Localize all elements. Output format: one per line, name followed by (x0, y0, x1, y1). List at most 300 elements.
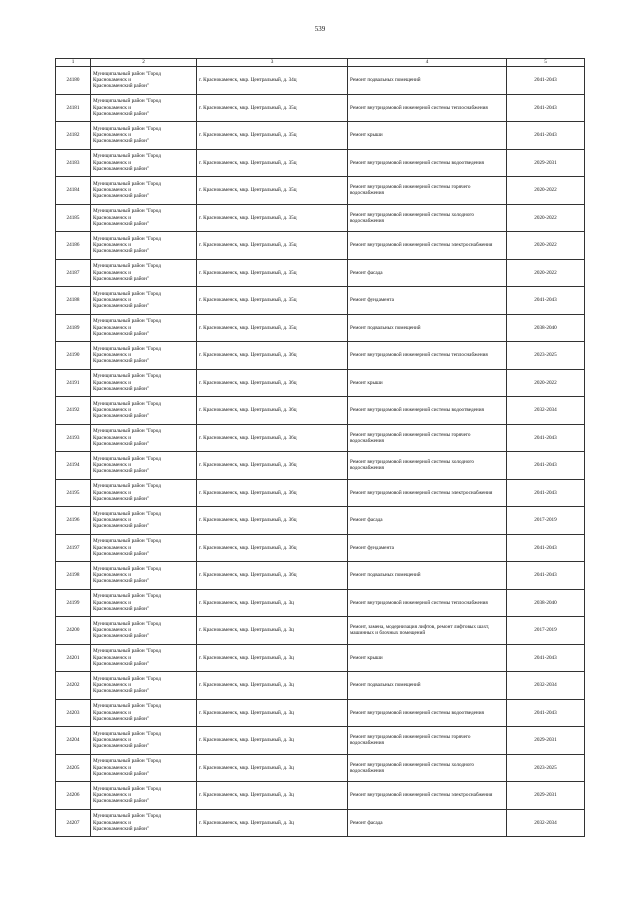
period-cell (507, 809, 585, 837)
work-type-cell (348, 397, 507, 425)
period-cell (507, 534, 585, 562)
address-cell (197, 397, 348, 425)
row-number-text: 24192 (66, 407, 80, 414)
municipality-text: Муниципальный район "Город Краснокаменск и Краснокаменский район" (93, 730, 161, 750)
table-row (56, 534, 585, 562)
table-row (56, 232, 585, 260)
period-text: 2041-2043 (534, 544, 557, 551)
row-number-text: 24194 (66, 462, 80, 469)
row-number-cell (56, 617, 91, 645)
work-type-text: Ремонт, замена, модернизация лифтов, ремонт лифтовых шахт, машинных и блочных помещений (350, 624, 490, 637)
row-number-cell (56, 232, 91, 260)
municipality-text: Муниципальный район "Город Краснокаменск и Краснокаменский район" (93, 290, 161, 310)
row-number-cell (56, 589, 91, 617)
period-cell (507, 149, 585, 177)
row-number-cell (56, 452, 91, 480)
row-number-cell (56, 122, 91, 150)
work-type-cell (348, 149, 507, 177)
work-type-text: Ремонт внутридомовой инженерной системы холодного водоснабжения (350, 211, 475, 224)
address-cell (197, 177, 348, 205)
period-text: 2041-2043 (534, 434, 557, 441)
row-number-cell (56, 699, 91, 727)
row-number-text: 24185 (66, 214, 80, 221)
municipality-text: Муниципальный район "Город Краснокаменск и Краснокаменский район" (93, 263, 161, 282)
municipality-cell (91, 149, 197, 177)
work-type-text: Ремонт внутридомовой инженерной системы электроснабжения (350, 242, 493, 249)
work-type-cell (348, 369, 507, 397)
row-number-cell (56, 259, 91, 287)
column-header-1: 1 (56, 59, 91, 67)
table-row (56, 782, 585, 810)
work-type-cell (348, 314, 507, 342)
address-text: г. Краснокаменск, мкр. Центральный, д. 3ц (199, 599, 294, 606)
work-type-cell (348, 534, 507, 562)
period-text: 2020-2022 (534, 187, 557, 194)
row-number-text: 24196 (66, 517, 80, 524)
municipality-cell (91, 507, 197, 535)
work-type-text: Ремонт фасада (350, 269, 383, 276)
municipality-text: Муниципальный район "Город Краснокаменск и Краснокаменский район" (93, 483, 161, 502)
period-cell (507, 177, 585, 205)
period-text: 2041-2043 (534, 77, 557, 84)
address-cell (197, 424, 348, 452)
period-text: 2023-2025 (534, 352, 557, 359)
work-type-text: Ремонт внутридомовой инженерной системы горячего водоснабжения (350, 734, 471, 747)
table-row (56, 122, 585, 150)
table-row (56, 479, 585, 507)
municipality-cell (91, 67, 197, 95)
address-text: г. Краснокаменск, мкр. Центральный, д. 35ц (199, 324, 297, 331)
row-number-cell (56, 782, 91, 810)
table-row (56, 204, 585, 232)
table-body (56, 67, 585, 837)
table-row (56, 177, 585, 205)
row-number-cell (56, 369, 91, 397)
work-type-text: Ремонт внутридомовой инженерной системы водоотведения (350, 709, 484, 716)
row-number-cell (56, 424, 91, 452)
municipality-cell (91, 617, 197, 645)
work-type-cell (348, 727, 507, 755)
period-cell (507, 369, 585, 397)
address-text: г. Краснокаменск, мкр. Центральный, д. 35ц (199, 269, 297, 276)
table-row (56, 314, 585, 342)
municipality-cell (91, 287, 197, 315)
municipality-text: Муниципальный район "Город Краснокаменск и Краснокаменский район" (93, 400, 161, 420)
municipality-text: Муниципальный район "Город Краснокаменск и Краснокаменский район" (93, 565, 161, 585)
municipality-cell (91, 397, 197, 425)
address-text: г. Краснокаменск, мкр. Центральный, д. 36ц (199, 434, 297, 441)
period-text: 2029-2031 (534, 737, 557, 744)
municipality-cell (91, 809, 197, 837)
work-type-text: Ремонт подвальных помещений (350, 682, 421, 689)
address-cell (197, 754, 348, 782)
municipality-text: Муниципальный район "Город Краснокаменск и Краснокаменский район" (93, 345, 161, 365)
table-row (56, 397, 585, 425)
row-number-cell (56, 204, 91, 232)
period-cell (507, 672, 585, 700)
address-cell (197, 534, 348, 562)
column-header-2: 2 (91, 59, 197, 67)
period-text: 2020-2022 (534, 214, 557, 221)
period-text: 2029-2031 (534, 792, 557, 799)
work-type-text: Ремонт внутридомовой инженерной системы теплоснабжения (350, 352, 488, 359)
table-row (56, 369, 585, 397)
row-number-text: 24190 (66, 352, 80, 359)
address-cell (197, 479, 348, 507)
address-text: г. Краснокаменск, мкр. Центральный, д. 35ц (199, 297, 297, 304)
work-type-text: Ремонт подвальных помещений (350, 77, 421, 84)
work-type-text: Ремонт внутридомовой инженерной системы электроснабжения (350, 489, 493, 496)
row-number-cell (56, 177, 91, 205)
municipality-text: Муниципальный район "Город Краснокаменск и Краснокаменский район" (93, 455, 161, 475)
work-type-cell (348, 342, 507, 370)
page-number: 539 (314, 25, 326, 33)
address-cell (197, 644, 348, 672)
address-cell (197, 122, 348, 150)
municipality-text: Муниципальный район "Город Краснокаменск и Краснокаменский район" (93, 593, 161, 612)
row-number-text: 24200 (66, 627, 80, 634)
work-type-text: Ремонт крыши (350, 654, 383, 661)
municipality-cell (91, 314, 197, 342)
municipality-cell (91, 589, 197, 617)
work-type-cell (348, 809, 507, 837)
period-text: 2017-2019 (534, 517, 557, 524)
address-cell (197, 232, 348, 260)
address-text: г. Краснокаменск, мкр. Центральный, д. 3ц (199, 764, 294, 771)
address-cell (197, 672, 348, 700)
period-text: 2020-2022 (534, 379, 557, 386)
row-number-cell (56, 644, 91, 672)
period-text: 2020-2022 (534, 269, 557, 276)
work-type-cell (348, 589, 507, 617)
municipality-text: Муниципальный район "Город Краснокаменск и Краснокаменский район" (93, 428, 161, 447)
work-type-cell (348, 259, 507, 287)
row-number-cell (56, 342, 91, 370)
table-row (56, 672, 585, 700)
address-text: г. Краснокаменск, мкр. Центральный, д. 36ц (199, 517, 297, 524)
table-row (56, 259, 585, 287)
municipality-text: Муниципальный район "Город Краснокаменск и Краснокаменский район" (93, 208, 161, 227)
address-cell (197, 507, 348, 535)
table-row (56, 507, 585, 535)
period-cell (507, 287, 585, 315)
work-type-text: Ремонт внутридомовой инженерной системы теплоснабжения (350, 599, 488, 606)
row-number-text: 24189 (66, 324, 80, 331)
municipality-cell (91, 672, 197, 700)
row-number-cell (56, 479, 91, 507)
address-cell (197, 589, 348, 617)
address-text: г. Краснокаменск, мкр. Центральный, д. 3ц (199, 627, 294, 634)
table-row (56, 617, 585, 645)
address-cell (197, 204, 348, 232)
address-text: г. Краснокаменск, мкр. Центральный, д. 3ц (199, 792, 294, 799)
table-row (56, 149, 585, 177)
row-number-text: 24181 (66, 104, 80, 111)
municipality-text: Муниципальный район "Город Краснокаменск и Краснокаменский район" (93, 785, 161, 805)
municipality-cell (91, 452, 197, 480)
work-type-text: Ремонт внутридомовой инженерной системы теплоснабжения (350, 104, 488, 111)
period-text: 2041-2043 (534, 709, 557, 716)
row-number-text: 24182 (66, 132, 80, 139)
period-text: 2023-2025 (534, 764, 557, 771)
row-number-text: 24184 (66, 187, 80, 194)
work-type-text: Ремонт внутридомовой инженерной системы электроснабжения (350, 792, 493, 799)
municipality-cell (91, 644, 197, 672)
address-cell (197, 617, 348, 645)
table-row (56, 94, 585, 122)
period-cell (507, 259, 585, 287)
row-number-cell (56, 149, 91, 177)
municipality-text: Муниципальный район "Город Краснокаменск и Краснокаменский район" (93, 620, 161, 640)
period-text: 2041-2043 (534, 572, 557, 579)
table-row (56, 287, 585, 315)
work-type-cell (348, 122, 507, 150)
municipality-text: Муниципальный район "Город Краснокаменск и Краснокаменский район" (93, 538, 161, 557)
period-text: 2041-2043 (534, 132, 557, 139)
address-text: г. Краснокаменск, мкр. Центральный, д. 3ц (199, 654, 294, 661)
row-number-text: 24205 (66, 764, 80, 771)
address-cell (197, 562, 348, 590)
period-text: 2041-2043 (534, 489, 557, 496)
row-number-text: 24187 (66, 269, 80, 276)
period-text: 2029-2031 (534, 159, 557, 166)
work-type-text: Ремонт подвальных помещений (350, 324, 421, 331)
period-cell (507, 782, 585, 810)
period-text: 2041-2043 (534, 297, 557, 304)
municipality-text: Муниципальный район "Город Краснокаменск и Краснокаменский район" (93, 510, 161, 530)
address-cell (197, 727, 348, 755)
work-type-cell (348, 507, 507, 535)
address-text: г. Краснокаменск, мкр. Центральный, д. 36ц (199, 544, 297, 551)
period-text: 2032-2034 (534, 682, 557, 689)
period-text: 2038-2040 (534, 599, 557, 606)
period-cell (507, 727, 585, 755)
period-cell (507, 617, 585, 645)
address-cell (197, 452, 348, 480)
row-number-text: 24207 (66, 819, 80, 826)
address-text: г. Краснокаменск, мкр. Центральный, д. 36ц (199, 572, 297, 579)
table-row (56, 67, 585, 95)
address-text: г. Краснокаменск, мкр. Центральный, д. 35ц (199, 187, 297, 194)
table-row (56, 342, 585, 370)
municipality-cell (91, 259, 197, 287)
work-type-cell (348, 782, 507, 810)
work-type-cell (348, 232, 507, 260)
municipality-cell (91, 754, 197, 782)
period-cell (507, 699, 585, 727)
municipality-text: Муниципальный район "Город Краснокаменск и Краснокаменский район" (93, 648, 161, 667)
address-text: г. Краснокаменск, мкр. Центральный, д. 3ц (199, 709, 294, 716)
period-cell (507, 562, 585, 590)
address-cell (197, 314, 348, 342)
row-number-text: 24193 (66, 434, 80, 441)
work-type-text: Ремонт внутридомовой инженерной системы холодного водоснабжения (350, 459, 475, 472)
row-number-text: 24183 (66, 159, 80, 166)
address-text: г. Краснокаменск, мкр. Центральный, д. 35ц (199, 159, 297, 166)
row-number-cell (56, 809, 91, 837)
address-cell (197, 782, 348, 810)
address-text: г. Краснокаменск, мкр. Центральный, д. 36ц (199, 489, 297, 496)
row-number-text: 24206 (66, 792, 80, 799)
address-cell (197, 699, 348, 727)
work-type-text: Ремонт крыши (350, 379, 383, 386)
work-type-text: Ремонт фасада (350, 819, 383, 826)
address-cell (197, 149, 348, 177)
address-text: г. Краснокаменск, мкр. Центральный, д. 36ц (199, 352, 297, 359)
municipality-cell (91, 342, 197, 370)
row-number-cell (56, 397, 91, 425)
municipality-cell (91, 782, 197, 810)
address-cell (197, 369, 348, 397)
address-text: г. Краснокаменск, мкр. Центральный, д. 35ц (199, 214, 297, 221)
municipality-cell (91, 479, 197, 507)
period-cell (507, 507, 585, 535)
work-type-cell (348, 754, 507, 782)
municipality-text: Муниципальный район "Город Краснокаменск и Краснокаменский район" (93, 125, 161, 145)
work-type-cell (348, 644, 507, 672)
row-number-text: 24186 (66, 242, 80, 249)
work-type-cell (348, 287, 507, 315)
period-cell (507, 342, 585, 370)
work-type-text: Ремонт внутридомовой инженерной системы горячего водоснабжения (350, 184, 471, 197)
column-header-5: 5 (507, 59, 585, 67)
row-number-text: 24203 (66, 709, 80, 716)
row-number-cell (56, 754, 91, 782)
municipality-cell (91, 699, 197, 727)
work-type-cell (348, 672, 507, 700)
row-number-cell (56, 562, 91, 590)
work-type-text: Ремонт фундамента (350, 297, 394, 304)
period-cell (507, 232, 585, 260)
period-cell (507, 644, 585, 672)
work-type-text: Ремонт фасада (350, 517, 383, 524)
work-type-cell (348, 67, 507, 95)
row-number-text: 24202 (66, 682, 80, 689)
municipality-cell (91, 369, 197, 397)
row-number-text: 24198 (66, 572, 80, 579)
period-cell (507, 122, 585, 150)
work-type-cell (348, 479, 507, 507)
repair-schedule-table (55, 58, 585, 837)
work-type-text: Ремонт внутридомовой инженерной системы холодного водоснабжения (350, 761, 475, 774)
period-cell (507, 67, 585, 95)
work-type-cell (348, 177, 507, 205)
period-cell (507, 424, 585, 452)
municipality-cell (91, 232, 197, 260)
period-cell (507, 397, 585, 425)
municipality-text: Муниципальный район "Город Краснокаменск и Краснокаменский район" (93, 98, 161, 117)
municipality-cell (91, 424, 197, 452)
row-number-cell (56, 67, 91, 95)
row-number-cell (56, 534, 91, 562)
row-number-cell (56, 727, 91, 755)
municipality-text: Муниципальный район "Город Краснокаменск и Краснокаменский район" (93, 180, 161, 200)
address-cell (197, 287, 348, 315)
column-number-row (56, 59, 585, 67)
table-row (56, 727, 585, 755)
row-number-text: 24191 (66, 379, 80, 386)
table-row (56, 754, 585, 782)
table-row (56, 424, 585, 452)
row-number-text: 24188 (66, 297, 80, 304)
column-header-3: 3 (197, 59, 348, 67)
work-type-cell (348, 424, 507, 452)
period-text: 2017-2019 (534, 627, 557, 634)
table-row (56, 589, 585, 617)
row-number-cell (56, 672, 91, 700)
address-text: г. Краснокаменск, мкр. Центральный, д. 35ц (199, 132, 297, 139)
municipality-text: Муниципальный район "Город Краснокаменск и Краснокаменский район" (93, 758, 161, 777)
row-number-cell (56, 287, 91, 315)
table-row (56, 809, 585, 837)
work-type-text: Ремонт внутридомовой инженерной системы водоотведения (350, 407, 484, 414)
period-text: 2041-2043 (534, 104, 557, 111)
table-row (56, 699, 585, 727)
period-text: 2032-2034 (534, 819, 557, 826)
work-type-text: Ремонт крыши (350, 132, 383, 139)
work-type-text: Ремонт внутридомовой инженерной системы горячего водоснабжения (350, 431, 471, 444)
municipality-cell (91, 727, 197, 755)
municipality-text: Муниципальный район "Город Краснокаменск и Краснокаменский район" (93, 373, 161, 392)
municipality-cell (91, 177, 197, 205)
address-text: г. Краснокаменск, мкр. Центральный, д. 3ц (199, 682, 294, 689)
row-number-cell (56, 314, 91, 342)
table-row (56, 562, 585, 590)
period-cell (507, 314, 585, 342)
period-text: 2041-2043 (534, 654, 557, 661)
municipality-cell (91, 562, 197, 590)
municipality-text: Муниципальный район "Город Краснокаменск и Краснокаменский район" (93, 235, 161, 255)
address-text: г. Краснокаменск, мкр. Центральный, д. 36ц (199, 407, 297, 414)
table-row (56, 452, 585, 480)
row-number-cell (56, 507, 91, 535)
row-number-text: 24195 (66, 489, 80, 496)
table-row (56, 644, 585, 672)
address-text: г. Краснокаменск, мкр. Центральный, д. 3ц (199, 819, 294, 826)
row-number-text: 24201 (66, 654, 80, 661)
row-number-text: 24204 (66, 737, 80, 744)
period-cell (507, 452, 585, 480)
address-text: г. Краснокаменск, мкр. Центральный, д. 35ц (199, 104, 297, 111)
address-text: г. Краснокаменск, мкр. Центральный, д. 35ц (199, 242, 297, 249)
work-type-text: Ремонт подвальных помещений (350, 572, 421, 579)
row-number-text: 24180 (66, 77, 80, 84)
municipality-cell (91, 122, 197, 150)
period-text: 2038-2040 (534, 324, 557, 331)
work-type-cell (348, 94, 507, 122)
municipality-cell (91, 534, 197, 562)
work-type-text: Ремонт фундамента (350, 544, 394, 551)
address-cell (197, 94, 348, 122)
work-type-text: Ремонт внутридомовой инженерной системы водоотведения (350, 159, 484, 166)
period-cell (507, 94, 585, 122)
address-cell (197, 67, 348, 95)
address-text: г. Краснокаменск, мкр. Центральный, д. 36ц (199, 462, 297, 469)
period-text: 2041-2043 (534, 462, 557, 469)
work-type-cell (348, 699, 507, 727)
address-text: г. Краснокаменск, мкр. Центральный, д. 3ц (199, 737, 294, 744)
row-number-text: 24197 (66, 544, 80, 551)
column-header-4: 4 (348, 59, 507, 67)
period-cell (507, 204, 585, 232)
municipality-text: Муниципальный район "Город Краснокаменск и Краснокаменский район" (93, 70, 161, 90)
row-number-cell (56, 94, 91, 122)
work-type-cell (348, 452, 507, 480)
work-type-cell (348, 617, 507, 645)
municipality-cell (91, 94, 197, 122)
municipality-cell (91, 204, 197, 232)
work-type-cell (348, 562, 507, 590)
